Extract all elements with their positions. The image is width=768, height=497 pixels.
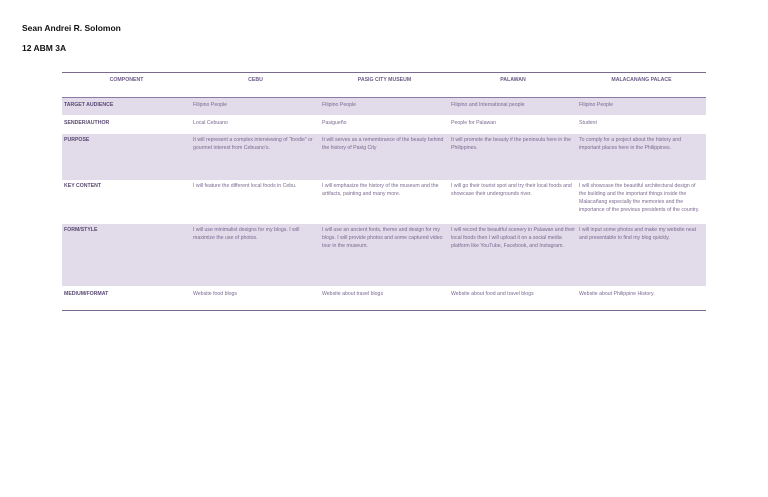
table-cell: Website about Philippine History. xyxy=(579,291,655,297)
column-header-malacanang: MALACANANG PALACE xyxy=(611,77,672,83)
row-label: MEDIUM/FORMAT xyxy=(64,291,109,297)
table-cell: Website food blogs xyxy=(193,291,238,297)
table-cell: Filipino and International people xyxy=(451,102,525,108)
author-name: Sean Andrei R. Solomon xyxy=(22,23,121,33)
table-row xyxy=(62,286,706,310)
table-cell: I will record the beautiful scenery in Palawan and their local foods then I will upload it on a social media platform like YouTube, Facebook, and Instagram. xyxy=(451,227,575,250)
table-row xyxy=(62,134,706,180)
table-cell: Pasigueño xyxy=(322,120,347,126)
table-cell: I will emphasize the history of the museum and the artifacts, painting and many more. xyxy=(322,183,439,198)
row-label: FORM/STYLE xyxy=(64,227,98,233)
table-cell: Filipino People xyxy=(322,102,357,108)
table-cell: I will use an ancient fonts, theme and design for my blogs. I will provide photos and some captured video tour in the museum. xyxy=(322,227,443,250)
table-cell: Local Cebuano xyxy=(193,120,228,126)
table-row xyxy=(62,115,706,134)
row-label: PURPOSE xyxy=(64,137,90,143)
row-label: TARGET AUDIENCE xyxy=(64,102,114,108)
table-row xyxy=(62,97,706,115)
table-cell: It will promote the beauty if the peninsula here in the Philippines. xyxy=(451,137,571,152)
table-cell: Filipino People xyxy=(579,102,614,108)
table-cell: I will use minimalist designs for my blogs. I will maximize the use of photos. xyxy=(193,227,300,242)
column-header-cebu: CEBU xyxy=(248,77,263,83)
table-cell: I will go their tourist spot and try their local foods and showcase their undergrounds river. xyxy=(451,183,572,198)
table-cell: People for Palawan xyxy=(451,120,496,126)
comparison-table xyxy=(62,72,706,311)
table-cell: I will showcase the beautiful architectural design of the building and the important things inside the Malacañang especially the memories and the importance of the previous presidents of the country. xyxy=(579,183,700,214)
row-label: SENDER/AUTHOR xyxy=(64,120,110,126)
table-cell: Student xyxy=(579,120,597,126)
table-cell: Website about travel blogs xyxy=(322,291,384,297)
table-header-row xyxy=(62,73,706,97)
row-label: KEY CONTENT xyxy=(64,183,102,189)
class-section: 12 ABM 3A xyxy=(22,43,67,53)
column-header-palawan: PALAWAN xyxy=(500,77,526,83)
table-cell: Website about food and travel blogs xyxy=(451,291,534,297)
table-cell: I will feature the different local foods in Cebu. xyxy=(193,183,297,189)
table-cell: It will serves as a remembrance of the beauty behind the history of Pasig City xyxy=(322,137,444,152)
table-cell: To comply for a project about the history and important places here in the Philippines. xyxy=(579,137,682,152)
column-header-pasig: PASIG CITY MUSEUM xyxy=(357,77,412,83)
table-cell: I will input some photos and make my website neat and presentable to find my blog quickly. xyxy=(579,227,697,242)
table-row xyxy=(62,180,706,224)
table-cell: It will represent a complex interviewing of “foodie” or gourmet interest from Cebuano’s. xyxy=(193,137,313,152)
table-cell: Filipino People xyxy=(193,102,228,108)
table-row xyxy=(62,224,706,286)
column-header-component: COMPONENT xyxy=(109,77,144,83)
